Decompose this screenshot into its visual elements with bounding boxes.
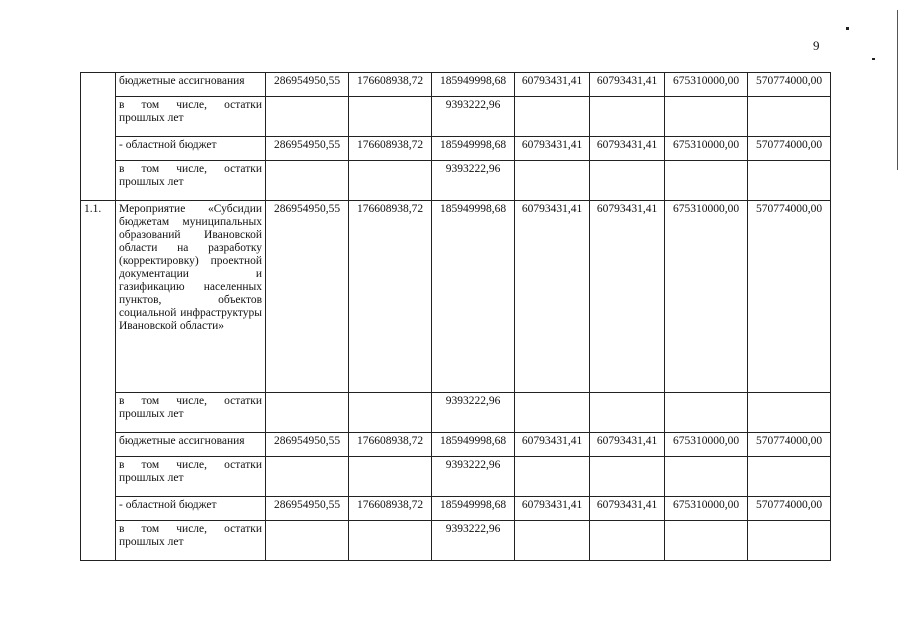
value-cell: 675310000,00 [665,201,748,393]
value-cell: 570774000,00 [748,201,831,393]
value-cell: 185949998,68 [432,497,515,521]
value-cell [266,457,349,497]
value-cell [349,161,432,201]
value-cell [590,393,665,433]
value-cell [266,97,349,137]
table-row [81,497,831,521]
value-cell [515,393,590,433]
budget-table [80,72,831,561]
value-cell: 185949998,68 [432,137,515,161]
value-cell [349,521,432,561]
value-cell [349,457,432,497]
row-label: в том числе, остатки прошлых лет [116,393,266,433]
value-cell: 9393222,96 [432,97,515,137]
table-row [81,97,831,137]
value-cell [349,393,432,433]
value-cell: 675310000,00 [665,73,748,97]
value-cell [266,521,349,561]
row-label: бюджетные ассигнования [116,73,266,97]
value-cell [748,457,831,497]
table-row [81,73,831,97]
value-cell: 286954950,55 [266,137,349,161]
value-cell: 286954950,55 [266,73,349,97]
value-cell [349,97,432,137]
value-cell [665,161,748,201]
value-cell: 176608938,72 [349,137,432,161]
value-cell: 9393222,96 [432,393,515,433]
row-label: - областной бюджет [116,497,266,521]
value-cell: 60793431,41 [590,201,665,393]
page-number: 9 [813,38,820,53]
value-cell [748,393,831,433]
value-cell [515,161,590,201]
value-cell: 286954950,55 [266,433,349,457]
table-row [81,457,831,497]
table-row [81,161,831,201]
value-cell [266,161,349,201]
row-label: бюджетные ассигнования [116,433,266,457]
value-cell: 60793431,41 [515,497,590,521]
value-cell [515,97,590,137]
value-cell [748,161,831,201]
value-cell [515,457,590,497]
value-cell [590,457,665,497]
table-row [81,201,831,393]
value-cell: 9393222,96 [432,521,515,561]
value-cell: 60793431,41 [590,433,665,457]
value-cell: 176608938,72 [349,73,432,97]
value-cell [665,521,748,561]
row-label: в том числе, остатки прошлых лет [116,97,266,137]
value-cell: 60793431,41 [590,73,665,97]
value-cell [748,97,831,137]
scan-dot [846,27,849,30]
value-cell: 60793431,41 [515,433,590,457]
value-cell: 570774000,00 [748,433,831,457]
value-cell: 286954950,55 [266,497,349,521]
value-cell: 176608938,72 [349,433,432,457]
row-label: - областной бюджет [116,137,266,161]
value-cell [665,393,748,433]
value-cell [590,161,665,201]
value-cell [665,457,748,497]
value-cell: 675310000,00 [665,433,748,457]
value-cell: 9393222,96 [432,457,515,497]
value-cell: 185949998,68 [432,201,515,393]
row-label: в том числе, остатки прошлых лет [116,521,266,561]
value-cell: 60793431,41 [515,73,590,97]
table-row [81,393,831,433]
value-cell: 286954950,55 [266,201,349,393]
value-cell [266,393,349,433]
table-row [81,433,831,457]
scan-edge-line [897,10,898,170]
value-cell: 570774000,00 [748,73,831,97]
value-cell: 675310000,00 [665,137,748,161]
value-cell: 60793431,41 [590,137,665,161]
value-cell [590,521,665,561]
row-index-cell: 1.1. [81,201,116,561]
scan-dot [872,58,875,60]
value-cell: 176608938,72 [349,201,432,393]
value-cell: 60793431,41 [515,201,590,393]
table-row [81,137,831,161]
row-label: в том числе, остатки прошлых лет [116,457,266,497]
value-cell [665,97,748,137]
value-cell: 9393222,96 [432,161,515,201]
row-index-cell [81,73,116,201]
value-cell [748,521,831,561]
table-row [81,521,831,561]
value-cell: 570774000,00 [748,497,831,521]
value-cell: 176608938,72 [349,497,432,521]
value-cell: 570774000,00 [748,137,831,161]
value-cell: 185949998,68 [432,433,515,457]
value-cell: 60793431,41 [515,137,590,161]
value-cell [515,521,590,561]
value-cell: 675310000,00 [665,497,748,521]
value-cell [590,97,665,137]
value-cell: 60793431,41 [590,497,665,521]
value-cell: 185949998,68 [432,73,515,97]
row-label: в том числе, остатки прошлых лет [116,161,266,201]
row-label: Мероприятие «Субсидии бюджетам муниципальных образований Ивановской области на разработку (корректировку) проектной документации и газификацию населенных пунктов, объектов социальной инфраструктуры Ивановской области» [116,201,266,393]
